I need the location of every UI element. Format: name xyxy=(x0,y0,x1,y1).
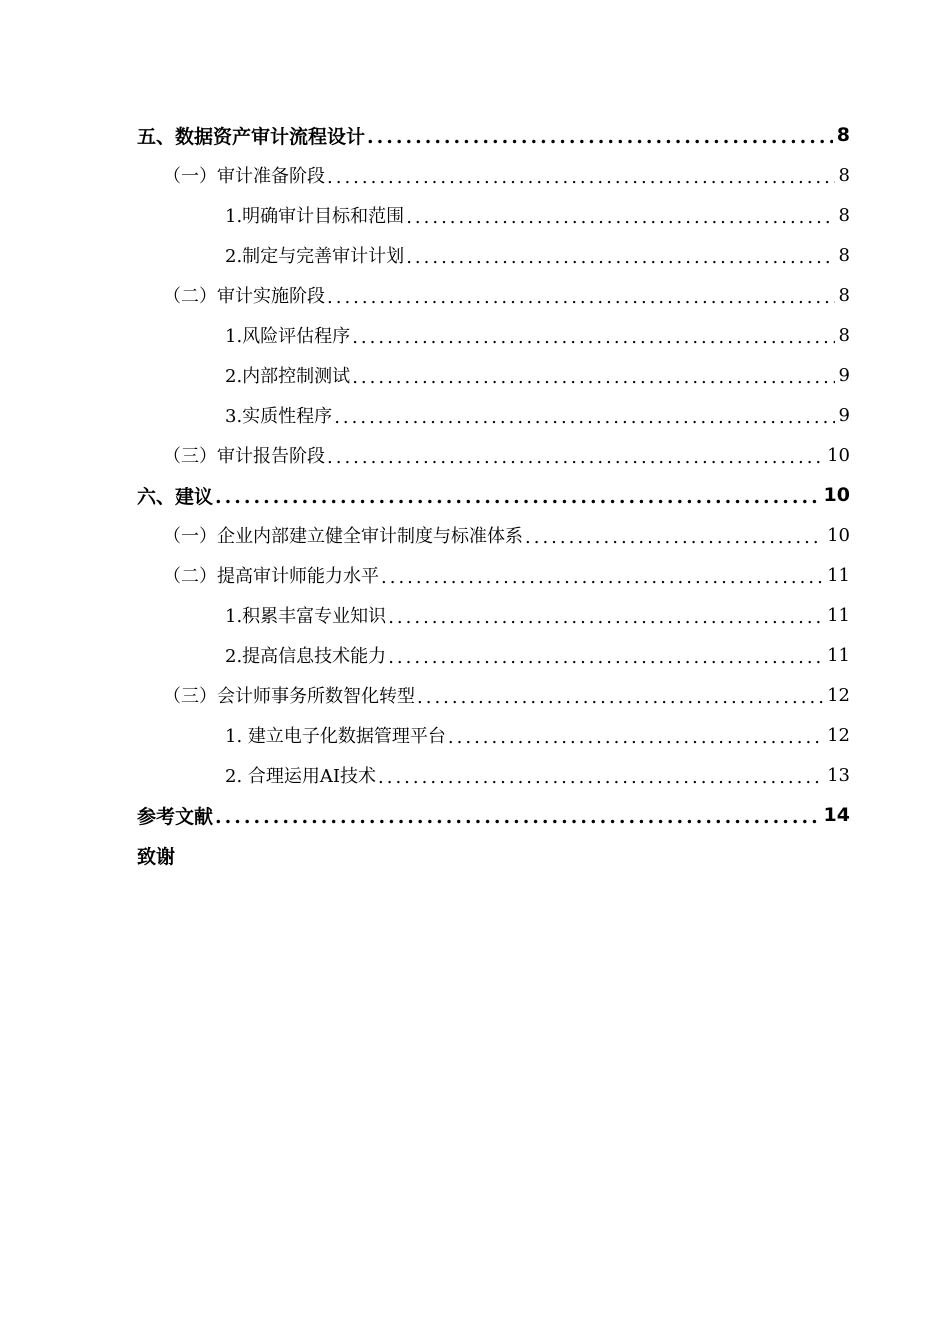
toc-entry[interactable] xyxy=(0,235,950,275)
toc-entry[interactable] xyxy=(0,635,950,675)
toc-entry-title: 1.积累丰富专业知识 xyxy=(225,606,387,627)
toc-entry-page: 8 xyxy=(838,204,850,226)
toc-dot-leader xyxy=(215,806,820,828)
toc-entry[interactable] xyxy=(0,355,950,395)
toc-entry-page: 10 xyxy=(827,444,850,466)
toc-entry-page: 8 xyxy=(838,244,850,266)
toc-entry[interactable] xyxy=(0,555,950,595)
toc-dot-leader xyxy=(352,367,834,388)
toc-entry-title: （一）企业内部建立健全审计制度与标准体系 xyxy=(163,526,523,547)
toc-entry-title: 1. 建立电子化数据管理平台 xyxy=(225,726,446,747)
toc-entry[interactable] xyxy=(0,755,950,795)
toc-dot-leader xyxy=(388,647,823,668)
toc-dot-leader xyxy=(334,407,834,428)
toc-entry-title: 2.制定与完善审计计划 xyxy=(225,246,405,267)
toc-dot-leader xyxy=(448,727,823,748)
toc-entry-page: 9 xyxy=(838,364,850,386)
toc-entry[interactable] xyxy=(0,835,950,875)
toc-entry-title: （二）审计实施阶段 xyxy=(163,286,325,307)
toc-entry[interactable] xyxy=(0,675,950,715)
toc-entry-title: 2.内部控制测试 xyxy=(225,366,351,387)
toc-entry[interactable] xyxy=(0,475,950,515)
toc-entry-title: 六、建议 xyxy=(137,485,214,508)
toc-entry[interactable] xyxy=(0,395,950,435)
toc-entry-title: 1.风险评估程序 xyxy=(225,326,351,347)
toc-entry[interactable] xyxy=(0,715,950,755)
toc-entry-page: 10 xyxy=(823,484,850,506)
toc-entry-page: 12 xyxy=(827,724,850,746)
toc-dot-leader xyxy=(378,767,823,788)
toc-dot-leader xyxy=(367,126,833,148)
toc-entry[interactable] xyxy=(0,275,950,315)
toc-entry-page: 10 xyxy=(827,524,850,546)
toc-dot-leader xyxy=(327,447,823,468)
toc-entry-page: 9 xyxy=(838,404,850,426)
toc-dot-leader xyxy=(406,207,834,228)
toc-entry-page: 8 xyxy=(838,164,850,186)
toc-entry[interactable] xyxy=(0,435,950,475)
toc-entry-title: （三）会计师事务所数智化转型 xyxy=(163,686,415,707)
toc-dot-leader xyxy=(381,567,823,588)
toc-entry[interactable] xyxy=(0,115,950,155)
toc-entry-page: 12 xyxy=(827,684,850,706)
toc-entry-page: 8 xyxy=(838,324,850,346)
toc-entry[interactable] xyxy=(0,515,950,555)
toc-entry-title: （三）审计报告阶段 xyxy=(163,446,325,467)
toc-entry[interactable] xyxy=(0,795,950,835)
toc-entry[interactable] xyxy=(0,595,950,635)
toc-dot-leader xyxy=(525,527,823,548)
toc-entry-title: 2. 合理运用AI技术 xyxy=(225,766,377,787)
table-of-contents xyxy=(0,115,950,875)
toc-entry-page: 11 xyxy=(827,604,850,626)
toc-dot-leader xyxy=(215,486,820,508)
toc-entry-page: 8 xyxy=(838,284,850,306)
toc-entry-title: 2.提高信息技术能力 xyxy=(225,646,387,667)
toc-dot-leader xyxy=(388,607,823,628)
toc-entry-page: 11 xyxy=(827,564,850,586)
toc-dot-leader xyxy=(406,247,834,268)
toc-entry-title: 五、数据资产审计流程设计 xyxy=(137,125,366,148)
toc-dot-leader xyxy=(327,287,835,308)
toc-entry-title: 3.实质性程序 xyxy=(225,406,333,427)
toc-entry-title: 参考文献 xyxy=(137,805,214,828)
toc-entry[interactable] xyxy=(0,195,950,235)
toc-entry-page: 8 xyxy=(836,124,850,146)
toc-dot-leader xyxy=(417,687,823,708)
toc-entry-title: （二）提高审计师能力水平 xyxy=(163,566,379,587)
toc-entry-page: 14 xyxy=(823,804,850,826)
toc-entry-title: 致谢 xyxy=(137,845,176,868)
toc-dot-leader xyxy=(327,167,835,188)
toc-entry[interactable] xyxy=(0,315,950,355)
toc-entry-page: 11 xyxy=(827,644,850,666)
toc-entry-page: 13 xyxy=(827,764,850,786)
toc-entry[interactable] xyxy=(0,155,950,195)
toc-entry-title: （一）审计准备阶段 xyxy=(163,166,325,187)
toc-dot-leader xyxy=(352,327,834,348)
toc-entry-title: 1.明确审计目标和范围 xyxy=(225,206,405,227)
